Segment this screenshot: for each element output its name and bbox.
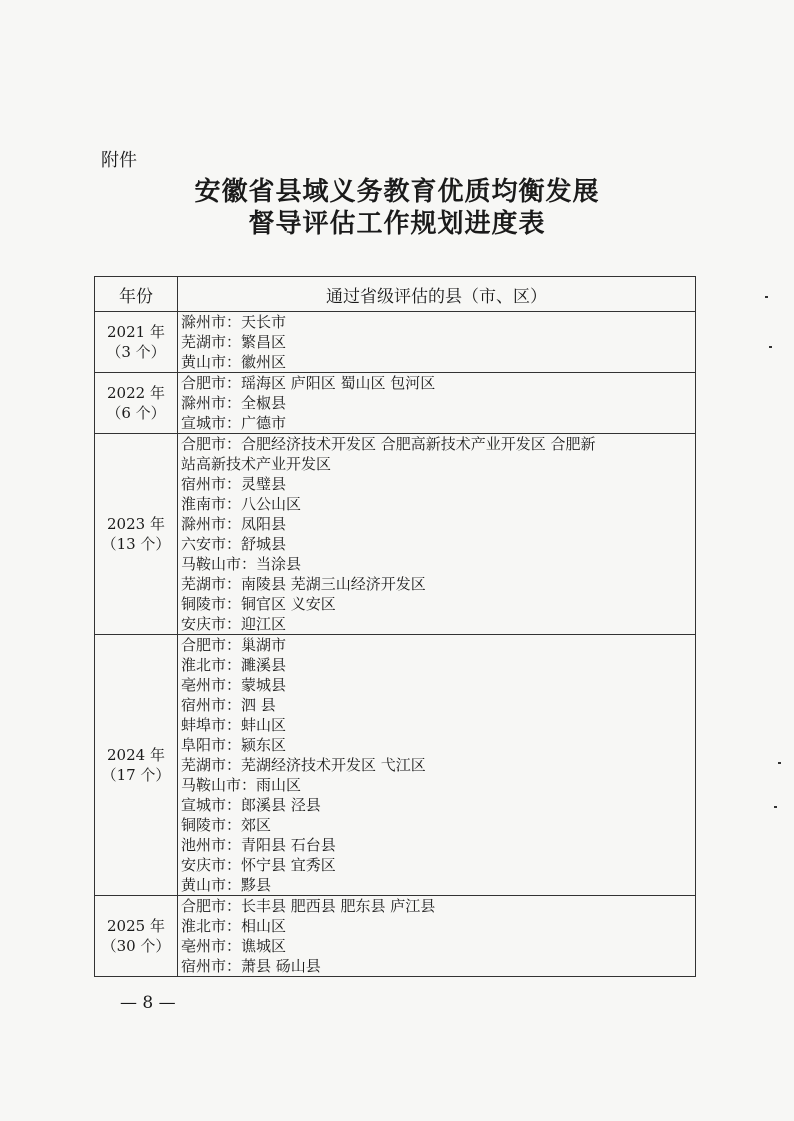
county-line: 池州市：青阳县 石台县 bbox=[181, 836, 336, 854]
counties-cell bbox=[178, 312, 696, 373]
table-row bbox=[95, 434, 696, 635]
year-label: 2023 年 bbox=[107, 515, 165, 533]
year-count: （30 个） bbox=[101, 937, 171, 955]
county-line: 六安市：舒城县 bbox=[181, 535, 287, 553]
year-cell bbox=[95, 434, 178, 635]
counties-cell bbox=[178, 635, 696, 896]
county-line: 芜湖市：繁昌区 bbox=[181, 333, 287, 351]
county-line: 合肥市：合肥经济技术开发区 合肥高新技术产业开发区 合肥新 bbox=[181, 435, 596, 453]
county-line: 合肥市：瑶海区 庐阳区 蜀山区 包河区 bbox=[181, 374, 436, 392]
county-line: 马鞍山市：雨山区 bbox=[181, 776, 302, 794]
header-counties: 通过省级评估的县（市、区） bbox=[178, 277, 696, 312]
year-cell bbox=[95, 635, 178, 896]
counties-cell bbox=[178, 896, 696, 977]
county-line: 淮北市：濉溪县 bbox=[181, 656, 287, 674]
year-count: （3 个） bbox=[106, 343, 166, 361]
document-title-line1: 安徽省县域义务教育优质均衡发展 bbox=[194, 177, 600, 207]
county-line: 宿州市：泗 县 bbox=[181, 696, 276, 714]
year-label: 2025 年 bbox=[107, 917, 165, 935]
county-line: 站高新技术产业开发区 bbox=[181, 455, 332, 473]
county-line: 蚌埠市：蚌山区 bbox=[181, 716, 287, 734]
year-label: 2021 年 bbox=[107, 323, 165, 341]
year-cell bbox=[95, 373, 178, 434]
county-line: 合肥市：长丰县 肥西县 肥东县 庐江县 bbox=[181, 897, 436, 915]
county-line: 马鞍山市：当涂县 bbox=[181, 555, 302, 573]
county-line: 滁州市：全椒县 bbox=[181, 394, 287, 412]
county-line: 滁州市：天长市 bbox=[181, 313, 287, 331]
scan-mark bbox=[778, 762, 781, 764]
header-year: 年份 bbox=[95, 277, 178, 312]
year-label: 2022 年 bbox=[107, 384, 165, 402]
county-line: 亳州市：谯城区 bbox=[181, 937, 287, 955]
year-cell bbox=[95, 896, 178, 977]
county-line: 芜湖市：南陵县 芜湖三山经济开发区 bbox=[181, 575, 426, 593]
counties-cell bbox=[178, 373, 696, 434]
county-line: 黄山市：徽州区 bbox=[181, 353, 287, 371]
document-title-line2: 督导评估工作规划进度表 bbox=[248, 209, 546, 239]
county-line: 淮南市：八公山区 bbox=[181, 495, 302, 513]
county-line: 安庆市：迎江区 bbox=[181, 615, 287, 633]
county-line: 铜陵市：铜官区 义安区 bbox=[181, 595, 336, 613]
scan-mark bbox=[774, 806, 777, 808]
county-line: 宿州市：灵璧县 bbox=[181, 475, 287, 493]
county-line: 合肥市：巢湖市 bbox=[181, 636, 287, 654]
scan-mark bbox=[765, 296, 768, 298]
page-number: — 8 — bbox=[120, 993, 176, 1013]
table-row bbox=[95, 312, 696, 373]
county-line: 芜湖市：芜湖经济技术开发区 弋江区 bbox=[181, 756, 426, 774]
county-line: 铜陵市：郊区 bbox=[181, 816, 272, 834]
county-line: 淮北市：相山区 bbox=[181, 917, 287, 935]
table-body bbox=[95, 312, 696, 977]
progress-table bbox=[94, 276, 696, 977]
county-line: 滁州市：凤阳县 bbox=[181, 515, 287, 533]
table-row bbox=[95, 896, 696, 977]
county-line: 安庆市：怀宁县 宜秀区 bbox=[181, 856, 336, 874]
table-row bbox=[95, 635, 696, 896]
attachment-label: 附件 bbox=[101, 150, 137, 171]
year-label: 2024 年 bbox=[107, 746, 165, 764]
year-cell bbox=[95, 312, 178, 373]
counties-cell bbox=[178, 434, 696, 635]
year-count: （13 个） bbox=[101, 535, 171, 553]
county-line: 宣城市：广德市 bbox=[181, 414, 287, 432]
year-count: （17 个） bbox=[101, 766, 171, 784]
county-line: 宿州市：萧县 砀山县 bbox=[181, 957, 321, 975]
county-line: 黄山市：黟县 bbox=[181, 876, 272, 894]
table-header-row bbox=[95, 277, 696, 312]
county-line: 宣城市：郎溪县 泾县 bbox=[181, 796, 321, 814]
county-line: 亳州市：蒙城县 bbox=[181, 676, 287, 694]
table-row bbox=[95, 373, 696, 434]
county-line: 阜阳市：颍东区 bbox=[181, 736, 287, 754]
scan-mark bbox=[769, 346, 772, 348]
year-count: （6 个） bbox=[106, 404, 166, 422]
